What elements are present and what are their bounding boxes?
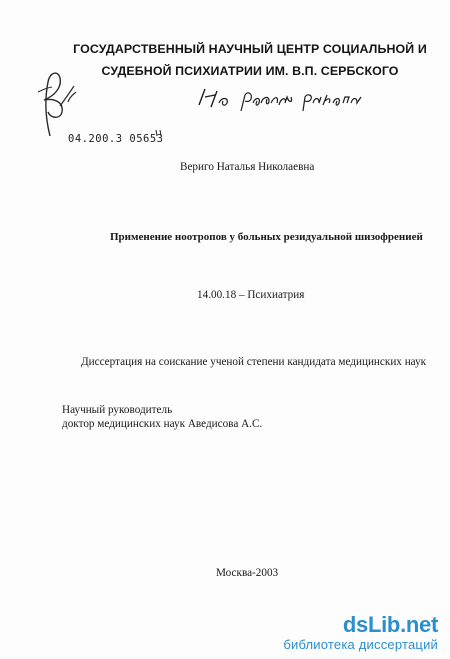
specialty-code: 14.00.18 – Психиатрия <box>197 289 305 301</box>
watermark <box>283 613 438 652</box>
degree-statement: Диссертация на соискание ученой степени кандидата медицинских наук <box>81 356 427 368</box>
supervisor-label: Научный руководитель <box>62 404 173 416</box>
author-name: Вериго Наталья Николаевна <box>180 161 315 173</box>
tick-marks-icon <box>150 128 170 138</box>
institution-header-line1: ГОСУДАРСТВЕННЫЙ НАУЧНЫЙ ЦЕНТР СОЦИАЛЬНОЙ И <box>73 42 427 56</box>
watermark-logo-main: dsLib <box>342 612 401 637</box>
signature-icon <box>30 62 80 142</box>
city-year: Москва-2003 <box>216 567 279 579</box>
institution-header-line2: СУДЕБНОЙ ПСИХИАТРИИ ИМ. В.П. СЕРБСКОГО <box>101 64 399 78</box>
watermark-logo-tld: .net <box>400 612 438 637</box>
watermark-subtitle: библиотека диссертаций <box>283 637 438 652</box>
watermark-logo <box>283 613 438 637</box>
institution-header <box>60 38 440 82</box>
registration-number: 04.200.3 05653 <box>68 133 164 145</box>
supervisor-name: доктор медицинских наук Аведисова А.С. <box>62 418 263 430</box>
handwritten-stamp-icon <box>195 83 365 118</box>
dissertation-title: Применение ноотропов у больных резидуальной шизофренией <box>110 231 423 243</box>
